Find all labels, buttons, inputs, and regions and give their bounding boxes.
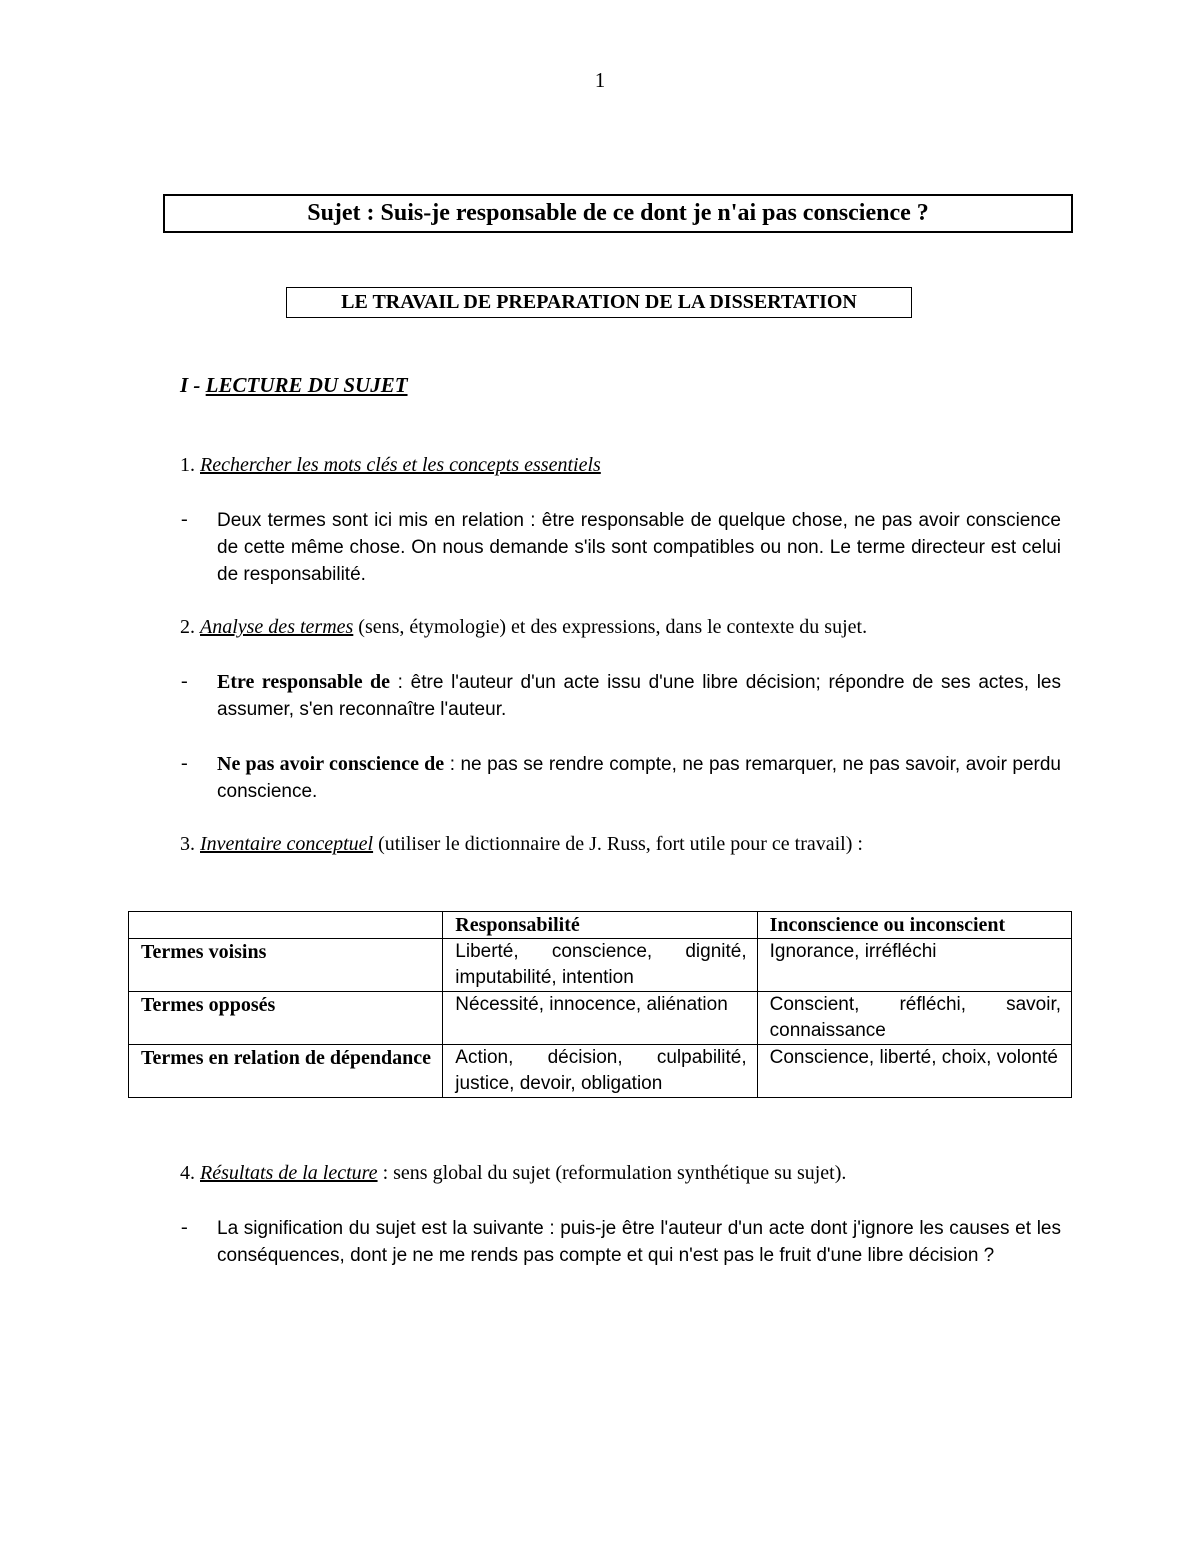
table-cell: Conscient, réfléchi, savoir, connaissance (757, 992, 1071, 1045)
step-1-heading (180, 454, 601, 477)
bullet-dash: - (181, 670, 188, 692)
step-title: Rechercher les mots clés et les concepts essentiels (200, 454, 601, 476)
section-number: I - (180, 373, 206, 397)
bullet-dash: - (181, 508, 188, 530)
term-bold: Etre responsable de (217, 671, 390, 693)
table-header-cell (129, 912, 443, 939)
table-row-header: Termes voisins (129, 939, 443, 992)
step-4-heading (180, 1162, 846, 1185)
section-heading (180, 373, 408, 398)
step-rest: (utiliser le dictionnaire de J. Russ, fort utile pour ce travail) : (373, 833, 863, 855)
term-definition: : ne pas se rendre compte, ne pas remarquer, ne pas savoir, avoir perdu conscience. (217, 754, 1061, 802)
table-header-cell: Inconscience ou inconscient (757, 912, 1071, 939)
step-2-heading (180, 616, 867, 639)
table-cell: Liberté, conscience, dignité, imputabilité, intention (443, 939, 757, 992)
step-number: 3. (180, 833, 200, 855)
table-cell: Conscience, liberté, choix, volonté (757, 1045, 1071, 1098)
concept-inventory-table (128, 911, 1072, 1098)
table-row-header: Termes en relation de dépendance (129, 1045, 443, 1098)
step-2-bullet-responsible (217, 669, 1061, 723)
table-row (129, 1045, 1072, 1098)
subject-title: Sujet : Suis-je responsable de ce dont je n'ai pas conscience ? (163, 194, 1073, 233)
table-cell: Nécessité, innocence, aliénation (443, 992, 757, 1045)
table-header-row (129, 912, 1072, 939)
bullet-dash: - (181, 752, 188, 774)
table-row (129, 939, 1072, 992)
step-rest: : sens global du sujet (reformulation synthétique su sujet). (377, 1162, 847, 1184)
table-row-header: Termes opposés (129, 992, 443, 1045)
step-rest: (sens, étymologie) et des expressions, dans le contexte du sujet. (353, 616, 868, 638)
table-row (129, 992, 1072, 1045)
step-number: 1. (180, 454, 200, 476)
bullet-dash: - (181, 1216, 188, 1238)
preparation-title: LE TRAVAIL DE PREPARATION DE LA DISSERTATION (286, 287, 912, 318)
step-number: 4. (180, 1162, 200, 1184)
step-title: Inventaire conceptuel (200, 833, 374, 855)
section-title-text: LECTURE DU SUJET (205, 373, 408, 397)
step-title: Analyse des termes (200, 616, 354, 638)
step-1-bullet: Deux termes sont ici mis en relation : être responsable de quelque chose, ne pas avoir conscience de cette même chose. On nous demande s'ils sont compatibles ou non. Le terme directeur est celui de responsabilité. (217, 510, 1061, 585)
table-header-cell: Responsabilité (443, 912, 757, 939)
table-cell: Ignorance, irréfléchi (757, 939, 1071, 992)
table-cell: Action, décision, culpabilité, justice, devoir, obligation (443, 1045, 757, 1098)
step-3-heading (180, 833, 863, 856)
page-number: 1 (594, 68, 606, 92)
step-2-bullet-unaware (217, 751, 1061, 805)
term-bold: Ne pas avoir conscience de (217, 753, 445, 775)
step-4-bullet: La signification du sujet est la suivante : puis-je être l'auteur d'un acte dont j'ignore les causes et les conséquences, dont je ne me rends pas compte et qui n'est pas le fruit d'une libre décision ? (217, 1218, 1061, 1266)
step-title: Résultats de la lecture (200, 1162, 378, 1184)
term-definition: : être l'auteur d'un acte issu d'une libre décision; répondre de ses actes, les assumer, s'en reconnaître l'auteur. (217, 672, 1061, 720)
step-number: 2. (180, 616, 200, 638)
